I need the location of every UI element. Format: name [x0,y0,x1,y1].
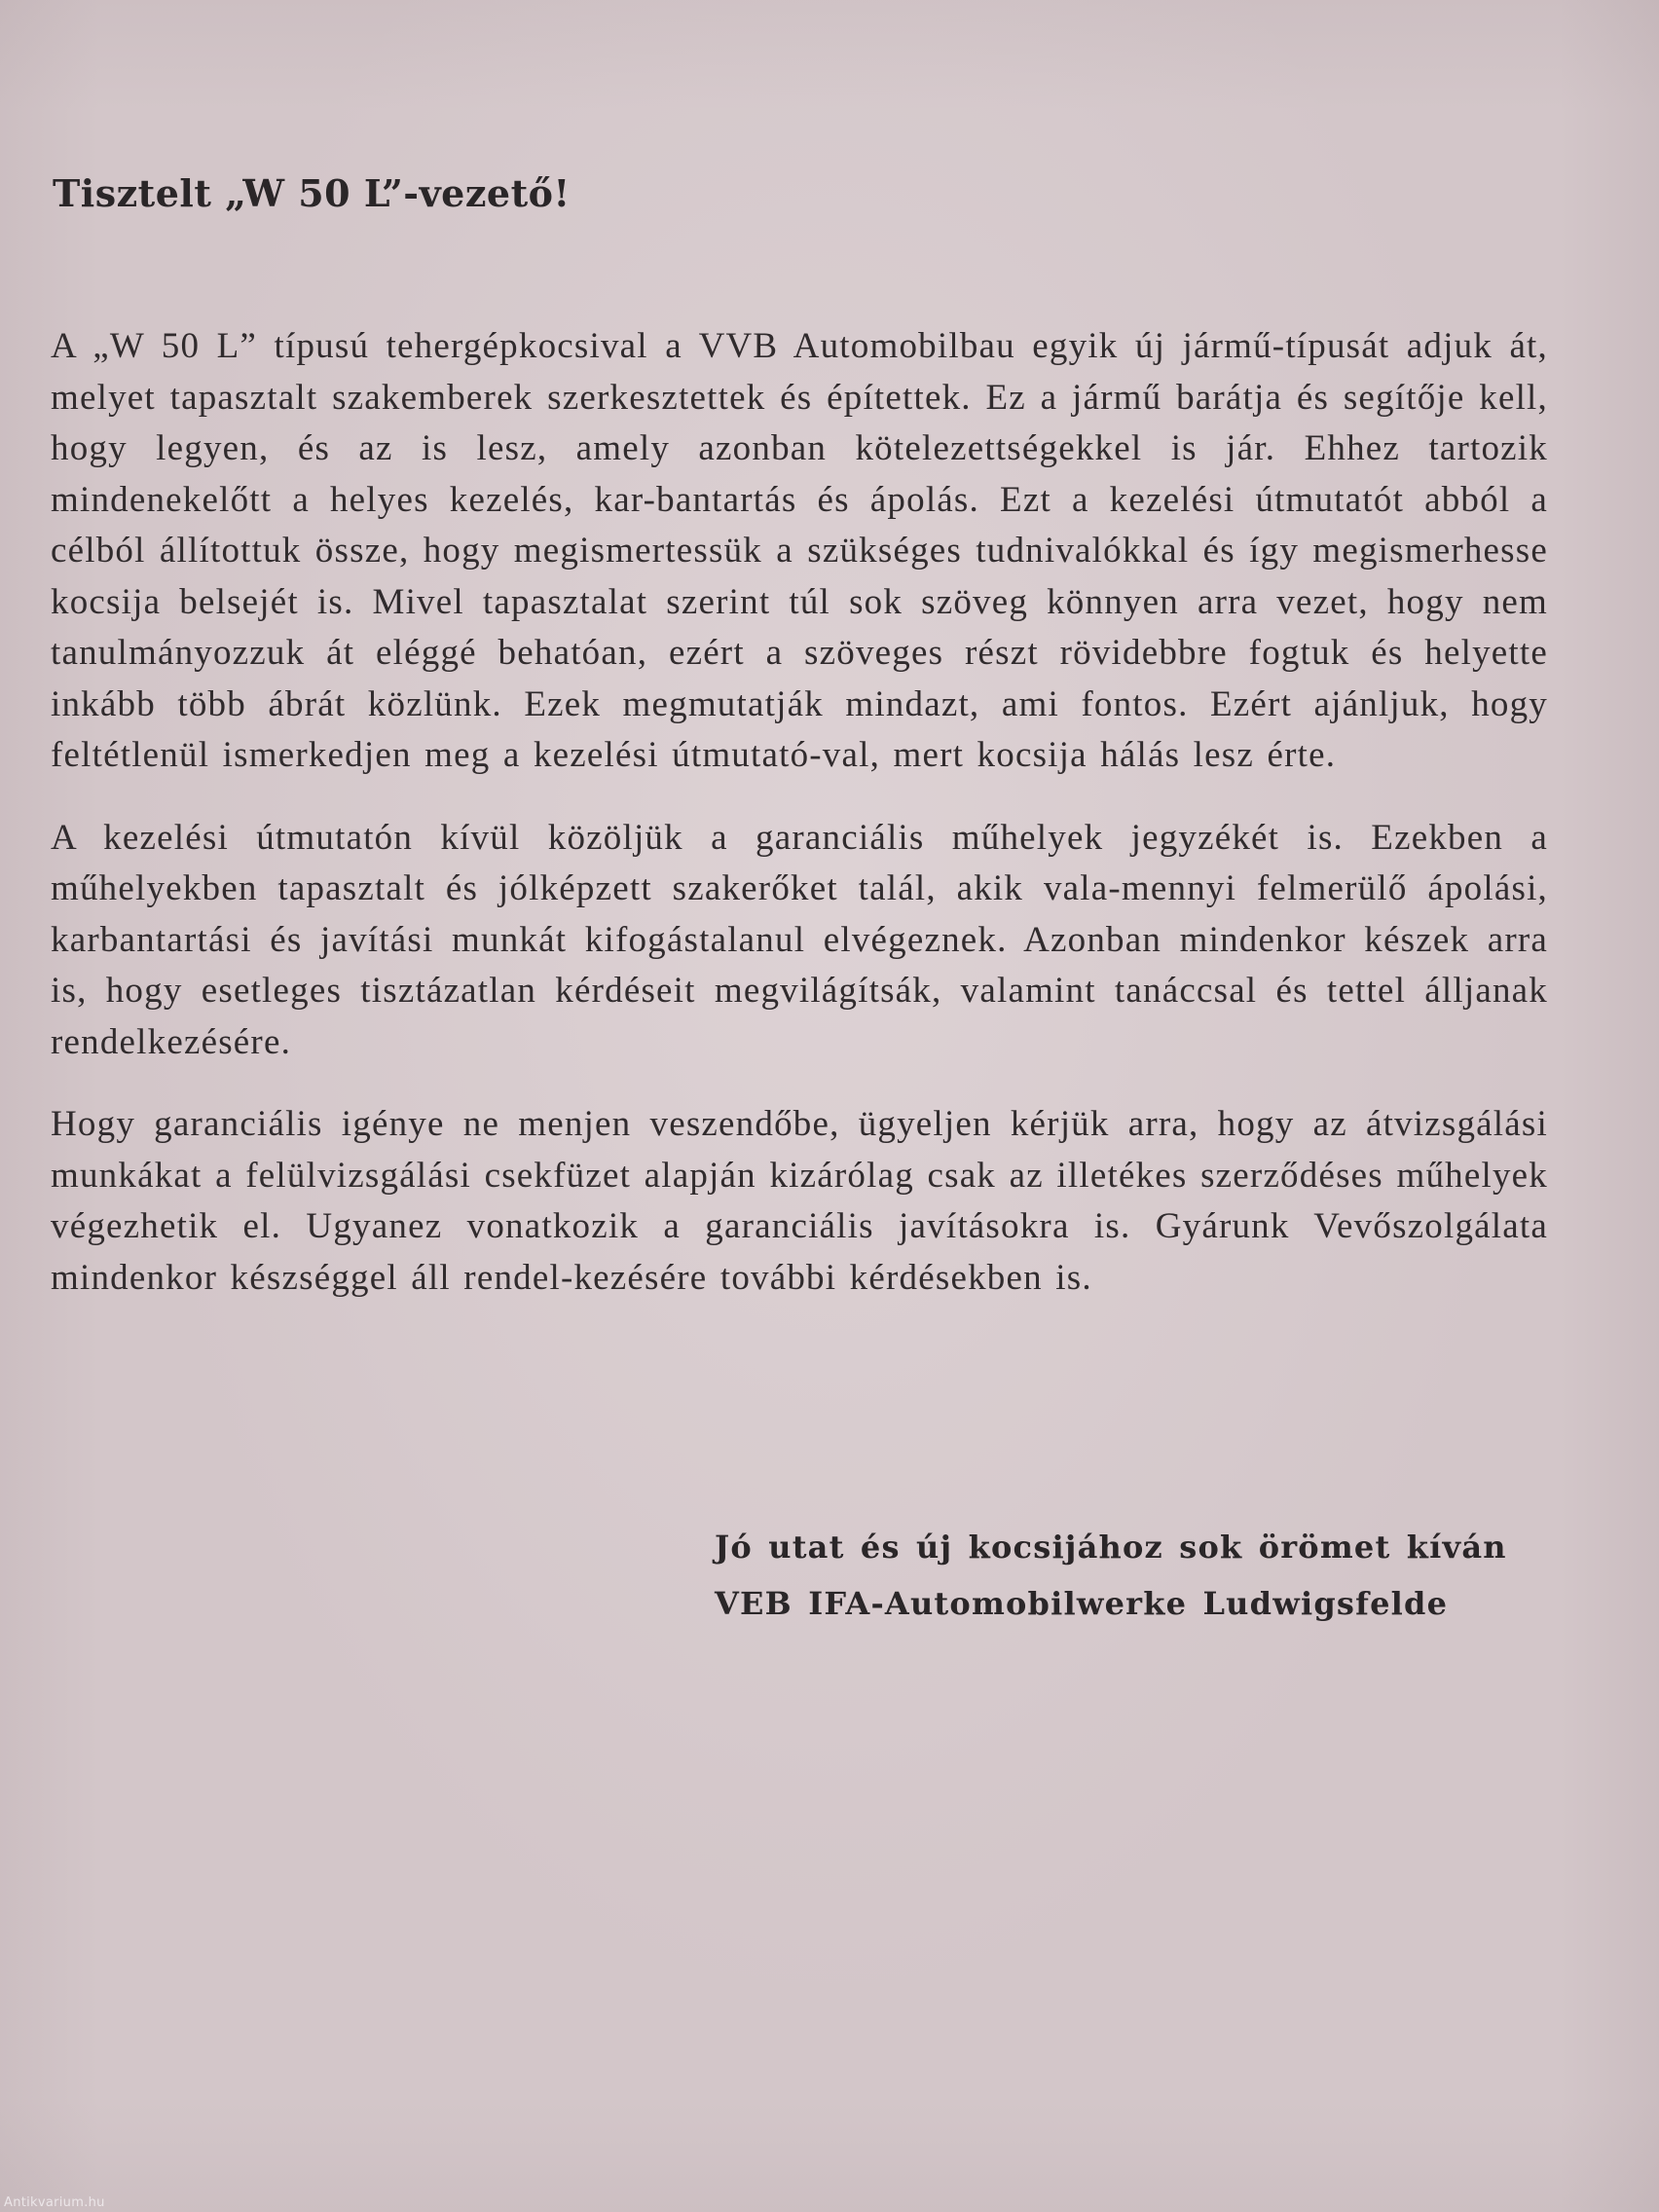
closing-signature [715,1519,1601,1632]
paragraph-warranty: Hogy garanciális igénye ne menjen veszendőbe, ügyeljen kérjük arra, hogy az átvizsgálási munkákat a felülvizsgálási csekfüzet alapján kizárólag csak az illetékes szerződéses műhelyek végezhetik el. Ugyanez vonatkozik a garanciális javításokra is. Gyárunk Vevőszolgálata mindenkor készséggel áll rendel-kezésére további kérdésekben is. [51,1104,1548,1298]
paragraph-intro: A „W 50 L” típusú tehergépkocsival a VVB Automobilbau egyik új jármű-típusát adjuk át, melyet tapasztalt szakemberek szerkesztettek és építettek. Ez a jármű barátja és segítője kell, hogy legyen, és az is lesz, amely azonban kötelezettségekkel is jár. Ehhez tartozik mindenekelőtt a helyes kezelés, kar-bantartás és ápolás. Ezt a kezelési útmutatót abból a célból állítottuk össze, hogy megismertessük a szükséges tudnivalókkal és így megismerhesse kocsija belsejét is. Mivel tapasztalat szerint túl sok szöveg könnyen arra vezet, hogy nem tanulmányozzuk át eléggé behatóan, ezért a szöveges részt rövidebbre fogtuk és helyette inkább több ábrát közlünk. Ezek megmutatják mindazt, ami fontos. Ezért ajánljuk, hogy feltétlenül ismerkedjen meg a kezelési útmutató-val, mert kocsija hálás lesz érte. [51,326,1548,775]
document-page [51,0,1550,2212]
body-text [51,321,1548,1335]
paragraph-workshops: A kezelési útmutatón kívül közöljük a garanciális műhelyek jegyzékét is. Ezekben a műhelyekben tapasztalt és jólképzett szakerőket talál, akik vala-mennyi felmerülő ápolási, karbantartási és javítási munkát kifogástalanul elvégeznek. Azonban mindenkor készek arra is, hogy esetleges tisztázatlan kérdéseit megvilágítsák, valamint tanáccsal és tettel álljanak rendelkezésére. [51,817,1548,1062]
watermark-text: Antikvarium.hu [4,2195,105,2210]
page-title: Tisztelt „W 50 L”-vezető! [53,171,571,215]
closing-greeting: Jó utat és új kocsijához sok örömet kíván [715,1529,1507,1566]
closing-company: VEB IFA-Automobilwerke Ludwigsfelde [715,1585,1449,1622]
